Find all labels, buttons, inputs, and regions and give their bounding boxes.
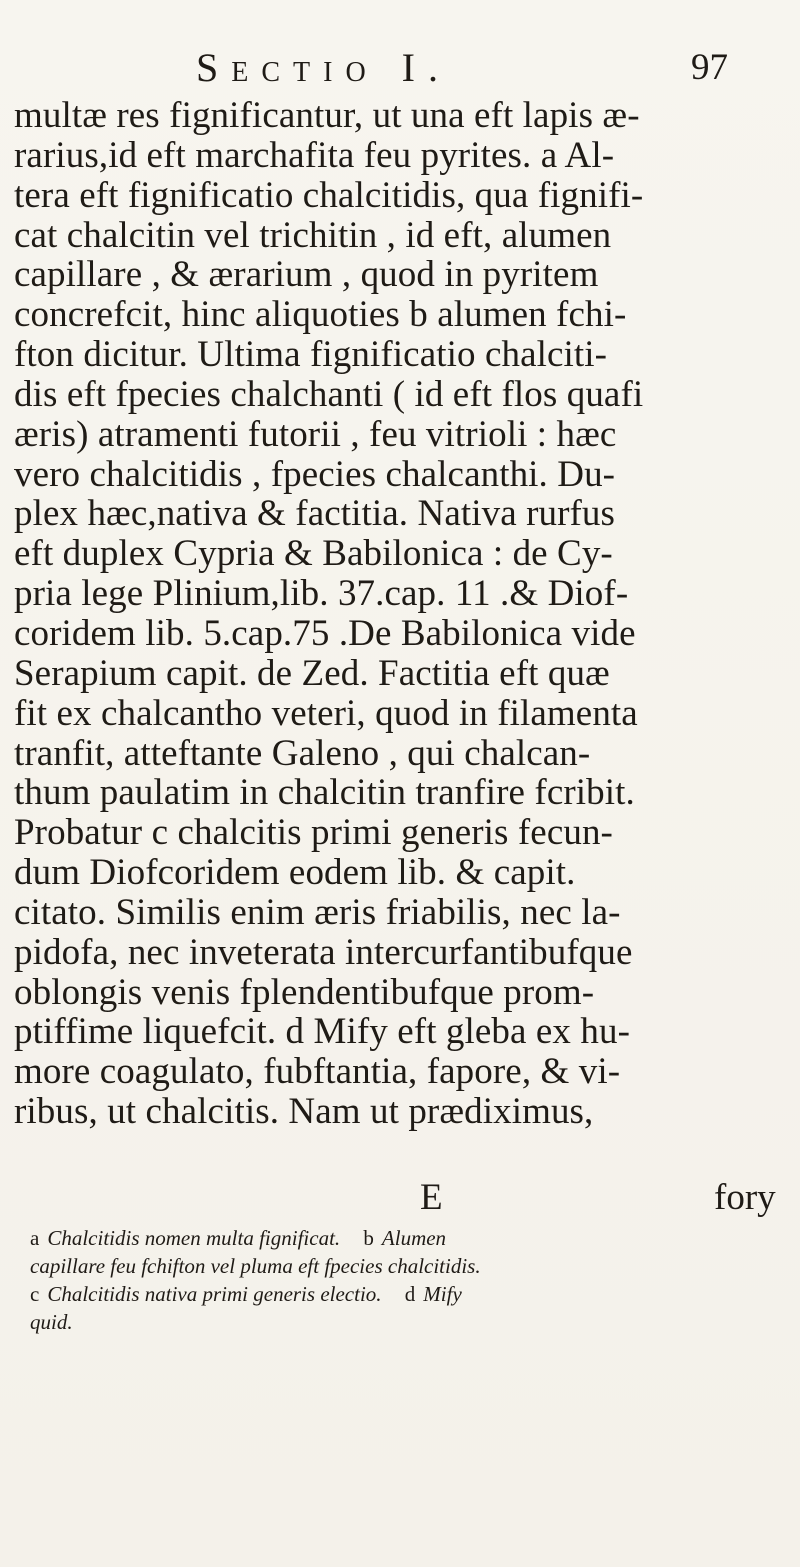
text-line: dum Diofcoridem eodem lib. & capit.	[14, 853, 576, 893]
marginal-notes	[30, 1224, 780, 1336]
footnote-line	[30, 1280, 780, 1308]
text-line: ptiffime liquefcit. d Mify eft gleba ex hu-	[14, 1012, 630, 1053]
footnote-text: Chalcitidis nativa primi generis electio.	[47, 1282, 382, 1306]
footnote-text: quid.	[30, 1310, 73, 1334]
catchline	[0, 1176, 800, 1216]
footnote-marker: c	[30, 1282, 40, 1306]
main-text-block	[14, 96, 774, 1132]
running-head	[196, 44, 728, 88]
text-line: tranfit, atteftante Galeno , qui chalcan-	[14, 733, 591, 774]
footnote-marker: a	[30, 1226, 40, 1250]
text-line: more coagulato, fubftantia, fapore, & vi-	[14, 1052, 621, 1093]
footnote-text: capillare feu fchifton vel pluma eft fpecies chalcitidis.	[30, 1254, 481, 1278]
text-line: oblongis venis fplendentibufque prom-	[14, 972, 595, 1013]
text-line: vero chalcitidis , fpecies chalcanthi. Du-	[14, 454, 616, 495]
text-line: plex hæc,nativa & factitia. Nativa rurfus	[14, 494, 616, 535]
text-line: coridem lib. 5.cap.75 .De Babilonica vide	[14, 613, 636, 654]
section-title: Sectio I.	[196, 45, 451, 90]
text-line: tera eft fignificatio chalcitidis, qua fignifi-	[14, 175, 644, 216]
footnote-text: Chalcitidis nomen multa fignificat.	[47, 1226, 341, 1250]
footnote-text: Alumen	[381, 1226, 447, 1250]
text-line: dis eft fpecies chalchanti ( id eft flos quafi	[14, 374, 644, 415]
text-line: ribus, ut chalcitis. Nam ut prædiximus,	[14, 1092, 594, 1132]
text-line: pidofa, nec inveterata intercurfantibufque	[14, 932, 633, 973]
footnote-line	[30, 1224, 780, 1252]
text-line: concrefcit, hinc aliquoties b alumen fchi-	[14, 295, 627, 336]
footnote-line	[30, 1308, 780, 1336]
text-line: fton dicitur. Ultima fignificatio chalciti-	[14, 335, 608, 375]
text-line: capillare , & ærarium , quod in pyritem	[14, 255, 599, 296]
text-line: eft duplex Cypria & Babilonica : de Cy-	[14, 534, 613, 575]
text-line: multæ res fignificantur, ut una eft lapis æ-	[14, 96, 640, 136]
text-line: citato. Similis enim æris friabilis, nec la-	[14, 892, 621, 933]
text-line: æris) atramenti futorii , feu vitrioli : hæc	[14, 414, 617, 455]
text-line: pria lege Plinium,lib. 37.cap. 11 .& Diof-	[14, 574, 629, 614]
text-line: Probatur c chalcitis primi generis fecun-	[14, 813, 613, 854]
footnote-line	[30, 1252, 780, 1280]
footnote-text: Mify	[423, 1282, 462, 1306]
footnote-marker: b	[363, 1226, 374, 1250]
catchword: fory	[714, 1177, 776, 1218]
text-line: rarius,id eft marchafita feu pyrites. a Al-	[14, 135, 615, 176]
signature-mark: E	[420, 1177, 443, 1218]
page-number: 97	[691, 47, 728, 88]
text-line: cat chalcitin vel trichitin , id eft, alumen	[14, 215, 612, 256]
text-line: fit ex chalcantho veteri, quod in filamenta	[14, 693, 638, 734]
footnote-marker: d	[404, 1282, 416, 1306]
text-line: Serapium capit. de Zed. Factitia eft quæ	[14, 653, 610, 694]
text-line: thum paulatim in chalcitin tranfire fcribit.	[14, 773, 635, 814]
